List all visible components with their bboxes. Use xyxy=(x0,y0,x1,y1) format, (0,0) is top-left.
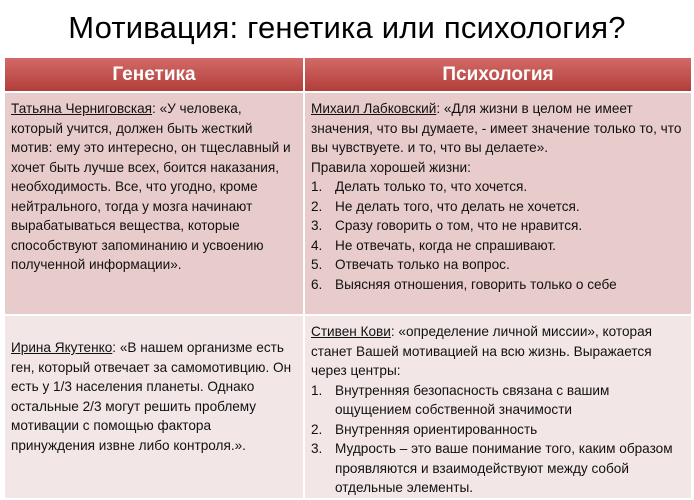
rules-heading: Правила хорошей жизни: xyxy=(311,159,471,175)
centers-list xyxy=(311,381,683,498)
page-title: Мотивация: генетика или психология? xyxy=(68,10,626,45)
quote-yakutenko xyxy=(11,338,295,455)
quote-labkovsky xyxy=(311,99,683,158)
list-item: 1. Делать только то, что хочется. xyxy=(311,179,528,194)
quote-text: : «В нашем организме есть ген, который отвечает за самомотивцию. Он есть у 1/3 населения планеты. Однако остальные 2/3 могут решить проблему мотивации с помощью фактора принуждения извне либо контроля.». xyxy=(11,340,292,453)
quote-covey xyxy=(311,322,683,381)
rules-list xyxy=(311,177,683,294)
psychology-cell-2 xyxy=(304,315,692,499)
table-row xyxy=(4,92,692,315)
author-name: Ирина Якутенко xyxy=(11,340,113,355)
author-name: Михаил Лабковский xyxy=(311,101,437,116)
list-item: 1. Внутренняя безопасность связана с вашим ощущением собственной значимости xyxy=(311,382,610,417)
list-item: 5. Отвечать только на вопрос. xyxy=(311,257,510,272)
comparison-table xyxy=(3,56,693,500)
table-row xyxy=(4,315,692,499)
quote-text: : «Для жизни в целом не имеет значения, что вы думаете, - имеет значение только то, что вы чувствуете. и то, что вы делаете». xyxy=(311,101,682,155)
list-item: 2. Не делать того, что делать не хочется. xyxy=(311,198,580,214)
quote-text: : «определение личной миссии», которая станет Вашей мотивацией на всю жизнь. Выражается через центры: xyxy=(311,324,653,378)
list-item: 3. Мудрость – это ваше понимание того, каким образом проявляются и взаимодействуют между собой отдельные элементы. xyxy=(311,441,673,495)
list-item: 2. Внутренняя ориентированность xyxy=(311,421,538,437)
quote-chernigovskaya xyxy=(11,99,295,275)
psychology-cell-1 xyxy=(304,92,692,315)
author-name: Стивен Кови xyxy=(311,324,391,339)
header-row xyxy=(4,57,692,92)
author-name: Татьяна Черниговская xyxy=(11,101,153,116)
list-item: 4. Не отвечать, когда не спрашивают. xyxy=(311,237,556,253)
list-item: 3. Сразу говорить о том, что не нравится. xyxy=(311,218,583,233)
column-header-genetics: Генетика xyxy=(4,57,304,92)
genetics-cell-2 xyxy=(4,315,304,499)
list-item: 6. Выясняя отношения, говорить только о себе xyxy=(311,276,617,292)
quote-text: : «У человека, который учится, должен быть жесткий мотив: ему это интересно, он тщеславный и хочет быть лучше всех, боится наказания, необходимость. Все, что угодно, кроме нейтрального, тогда у мозга начинают вырабатываться вещества, которые способствуют запоминанию и усвоению полученной информации». xyxy=(11,101,291,272)
column-header-psychology: Психология xyxy=(304,57,692,92)
genetics-cell-1 xyxy=(4,92,304,315)
